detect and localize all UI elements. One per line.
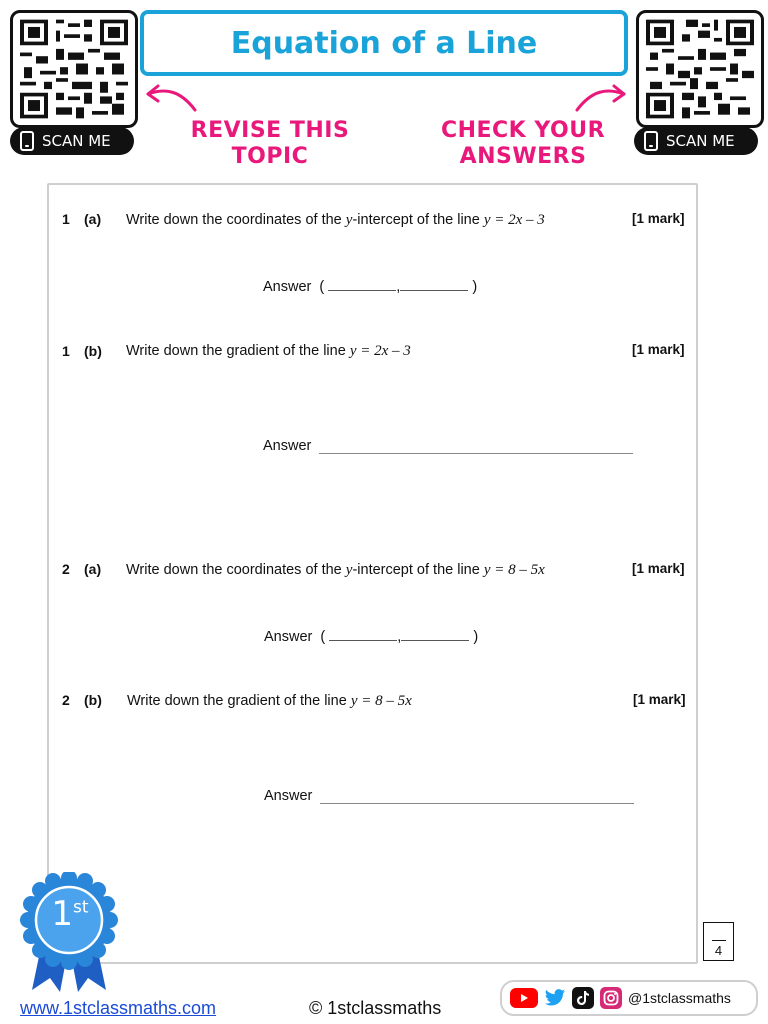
score-blank[interactable]: [712, 940, 726, 941]
page-title-box: [140, 10, 628, 76]
revise-line-1: REVISE THIS: [190, 118, 350, 143]
question-text: Write down the gradient of the line y = 8 – 5x: [127, 693, 412, 709]
instagram-icon[interactable]: [600, 987, 622, 1009]
badge-label: 1st: [51, 894, 89, 934]
social-handle[interactable]: @1stclassmaths: [628, 990, 731, 1006]
scan-me-left[interactable]: [10, 127, 134, 155]
scan-me-right-label: SCAN ME: [666, 132, 735, 150]
answer-coordinates: Answer ( , ): [263, 279, 478, 295]
score-total: 4: [714, 943, 723, 958]
score-box: [703, 922, 734, 961]
question-number: 2: [62, 692, 70, 708]
mark-label: [1 mark]: [632, 342, 685, 357]
question-number: 1: [62, 211, 70, 227]
check-line-2: ANSWERS: [459, 144, 587, 169]
answer-coordinates: Answer ( , ): [264, 629, 479, 645]
copyright: © 1stclassmaths: [309, 998, 442, 1018]
qr-code-answers[interactable]: [636, 10, 764, 128]
website-link[interactable]: www.1stclassmaths.com: [20, 998, 217, 1018]
question-part: (b): [84, 343, 102, 359]
answer-y-field[interactable]: [401, 628, 469, 641]
answer-label: Answer: [263, 438, 312, 454]
twitter-icon[interactable]: [544, 987, 566, 1009]
mark-label: [1 mark]: [633, 692, 686, 707]
question-text: Write down the gradient of the line y = 2x – 3: [126, 343, 411, 359]
question-number: 1: [62, 343, 70, 359]
mark-label: [1 mark]: [632, 211, 685, 226]
question-part: (a): [84, 211, 102, 227]
check-line-1: CHECK YOUR: [440, 118, 606, 143]
answer-x-field[interactable]: [329, 628, 397, 641]
mark-label: [1 mark]: [632, 561, 685, 576]
tiktok-icon[interactable]: [572, 987, 594, 1009]
question-text: Write down the coordinates of the y-intercept of the line y = 8 – 5x: [126, 562, 545, 578]
phone-icon: [20, 131, 34, 151]
revise-line-2: TOPIC: [231, 144, 309, 169]
answer-line[interactable]: [320, 802, 634, 804]
arrow-left-icon: [140, 80, 200, 120]
qr-code-revise[interactable]: [10, 10, 138, 128]
answer-label: Answer: [264, 788, 313, 804]
answer-x-field[interactable]: [328, 278, 396, 291]
scan-me-right[interactable]: [634, 127, 758, 155]
youtube-icon[interactable]: [510, 988, 538, 1008]
revise-topic-link[interactable]: [180, 118, 360, 170]
social-links: [500, 980, 758, 1016]
question-number: 2: [62, 561, 70, 577]
phone-icon: [644, 131, 658, 151]
page-title: Equation of a Line: [230, 25, 538, 61]
question-text: Write down the coordinates of the y-intercept of the line y = 2x – 3: [126, 212, 545, 228]
scan-me-left-label: SCAN ME: [42, 132, 111, 150]
answer-y-field[interactable]: [400, 278, 468, 291]
question-part: (a): [84, 561, 102, 577]
arrow-right-icon: [572, 80, 632, 120]
check-answers-link[interactable]: [430, 118, 616, 170]
answer-line[interactable]: [319, 452, 633, 454]
question-part: (b): [84, 692, 102, 708]
